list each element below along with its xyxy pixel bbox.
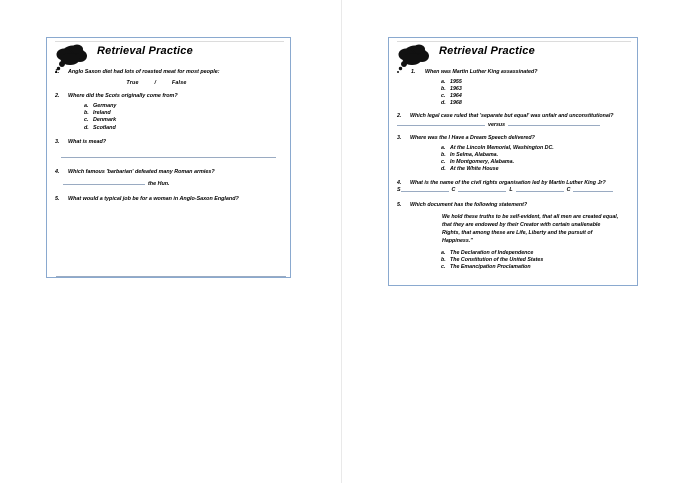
page-title-left: Retrieval Practice — [97, 45, 193, 57]
option-item[interactable] — [441, 160, 629, 166]
option-letter: b. — [441, 257, 446, 263]
option-letter: c. — [441, 264, 446, 271]
question-number: 1. — [411, 69, 416, 75]
option-item[interactable] — [441, 146, 629, 152]
answer-blank-line-bottom[interactable] — [56, 276, 286, 277]
header-rule — [55, 41, 284, 42]
option-letter: a. — [441, 144, 446, 151]
option-list — [397, 251, 629, 271]
answer-blank-line[interactable] — [508, 125, 600, 126]
question-item — [55, 170, 282, 187]
option-letter: b. — [441, 151, 446, 158]
question-text: Where did the Scots originally come from? — [68, 93, 178, 100]
option-text: Germany — [93, 103, 117, 110]
option-letter: a. — [441, 249, 446, 256]
worksheet-right — [388, 37, 638, 286]
page-title-right: Retrieval Practice — [439, 45, 535, 57]
acronym-letter: L — [509, 187, 513, 194]
question-text: Anglo Saxon diet had lots of roasted meat for most people: — [68, 69, 220, 75]
option-letter: b. — [84, 110, 89, 117]
fill-in-row — [55, 182, 282, 188]
option-item[interactable] — [441, 167, 629, 173]
option-letter: a. — [84, 103, 89, 110]
question-item — [55, 70, 282, 86]
option-text: 1964 — [450, 92, 462, 99]
option-item[interactable] — [441, 101, 629, 107]
option-item[interactable] — [441, 251, 629, 257]
fill-suffix-text: the Hun. — [148, 180, 170, 187]
option-text: 1968 — [450, 99, 462, 106]
option-item[interactable] — [441, 94, 629, 100]
option-list — [55, 104, 282, 131]
question-text: Which document has the following statement? — [410, 201, 528, 208]
question-item — [397, 114, 629, 128]
question-item — [55, 197, 282, 203]
worksheet-left — [46, 37, 291, 278]
question-list-left — [47, 68, 290, 211]
question-text: Which legal case ruled that 'separate but equal' was unfair and unconstitutional? — [410, 113, 614, 120]
option-letter: d. — [441, 166, 446, 173]
option-list — [397, 146, 629, 173]
question-item — [55, 94, 282, 131]
option-text: The Declaration of Independence — [450, 249, 534, 256]
question-text: When was Martin Luther King assassinated? — [425, 69, 538, 75]
option-text: In Selma, Alabama. — [450, 151, 499, 158]
option-text: At the White House — [450, 166, 499, 173]
question-item — [397, 70, 629, 106]
answer-blank-line[interactable] — [397, 125, 485, 126]
question-number: 3. — [55, 139, 60, 146]
option-item[interactable] — [441, 87, 629, 93]
option-letter: a. — [441, 78, 446, 85]
option-item[interactable] — [441, 265, 629, 271]
option-text: Scotland — [93, 124, 116, 131]
question-text: What is mead? — [68, 139, 107, 146]
option-item[interactable] — [441, 258, 629, 264]
option-item[interactable] — [84, 118, 282, 124]
question-number: 5. — [397, 201, 402, 208]
option-text: Denmark — [93, 117, 117, 124]
question-item — [55, 140, 282, 158]
question-text: What would a typical job be for a woman in Anglo-Saxon England? — [68, 196, 239, 203]
question-text: Where was the I Have a Dream Speech delivered? — [410, 135, 535, 142]
option-text: 1955 — [450, 78, 462, 85]
acronym-letter: C — [451, 187, 456, 194]
page-divider — [341, 0, 342, 483]
header-rule — [397, 41, 631, 42]
option-text: 1963 — [450, 85, 462, 92]
answer-blank-line[interactable] — [458, 191, 506, 192]
versus-label: versus — [488, 121, 506, 128]
answer-blank-line[interactable] — [63, 184, 145, 185]
option-letter: c. — [84, 117, 89, 124]
option-letter: d. — [441, 99, 446, 106]
worksheet-header-left — [47, 38, 290, 68]
question-text: Which famous 'barbarian' defeated many Roman armies? — [68, 168, 215, 175]
option-item[interactable] — [84, 111, 282, 117]
true-option[interactable]: True — [126, 79, 139, 86]
option-text: Ireland — [93, 110, 111, 117]
acronym-letter: C — [566, 187, 571, 194]
false-option[interactable]: False — [171, 79, 187, 86]
question-number: 5. — [55, 196, 60, 203]
question-number: 4. — [397, 179, 402, 186]
option-item[interactable] — [84, 126, 282, 132]
option-text: At the Lincoln Memorial, Washington DC. — [450, 144, 554, 151]
option-letter: d. — [84, 124, 89, 131]
option-letter: c. — [441, 158, 446, 165]
option-item[interactable] — [84, 104, 282, 110]
question-text: What is the name of the civil rights organisation led by Martin Luther King Jr? — [410, 179, 606, 186]
worksheet-header-right — [389, 38, 637, 68]
option-item[interactable] — [441, 153, 629, 159]
question-number: 2. — [55, 93, 60, 100]
option-text: The Emancipation Proclamation — [450, 264, 531, 271]
option-item[interactable] — [441, 80, 629, 86]
acronym-fill-row — [397, 188, 629, 194]
option-text: In Montgomery, Alabama. — [450, 158, 515, 165]
question-item — [397, 136, 629, 172]
true-false-row — [55, 81, 282, 87]
question-item — [397, 181, 629, 194]
option-list — [397, 80, 629, 107]
question-number: 3. — [397, 135, 402, 142]
question-number: 1. — [55, 69, 60, 75]
question-number: 4. — [55, 168, 60, 175]
acronym-letter: S — [397, 187, 401, 194]
answer-blank-line[interactable] — [401, 191, 449, 192]
quoted-statement: We hold these truths to be self-evident, that all men are created equal, that they are endowed by their Creator with certain unalienable Rights, that among these are Life, Liberty and the pursuit of Happiness." — [442, 214, 619, 245]
question-number: 2. — [397, 113, 402, 120]
answer-blank-line[interactable] — [61, 157, 276, 158]
answer-blank-line[interactable] — [573, 191, 613, 192]
tf-separator: / — [154, 79, 157, 86]
option-letter: b. — [441, 85, 446, 92]
option-text: The Constitution of the United States — [450, 257, 544, 263]
question-item — [397, 203, 629, 271]
question-list-right — [389, 68, 637, 279]
option-letter: c. — [441, 92, 446, 99]
versus-fill-row — [397, 123, 629, 129]
answer-blank-line[interactable] — [516, 191, 564, 192]
